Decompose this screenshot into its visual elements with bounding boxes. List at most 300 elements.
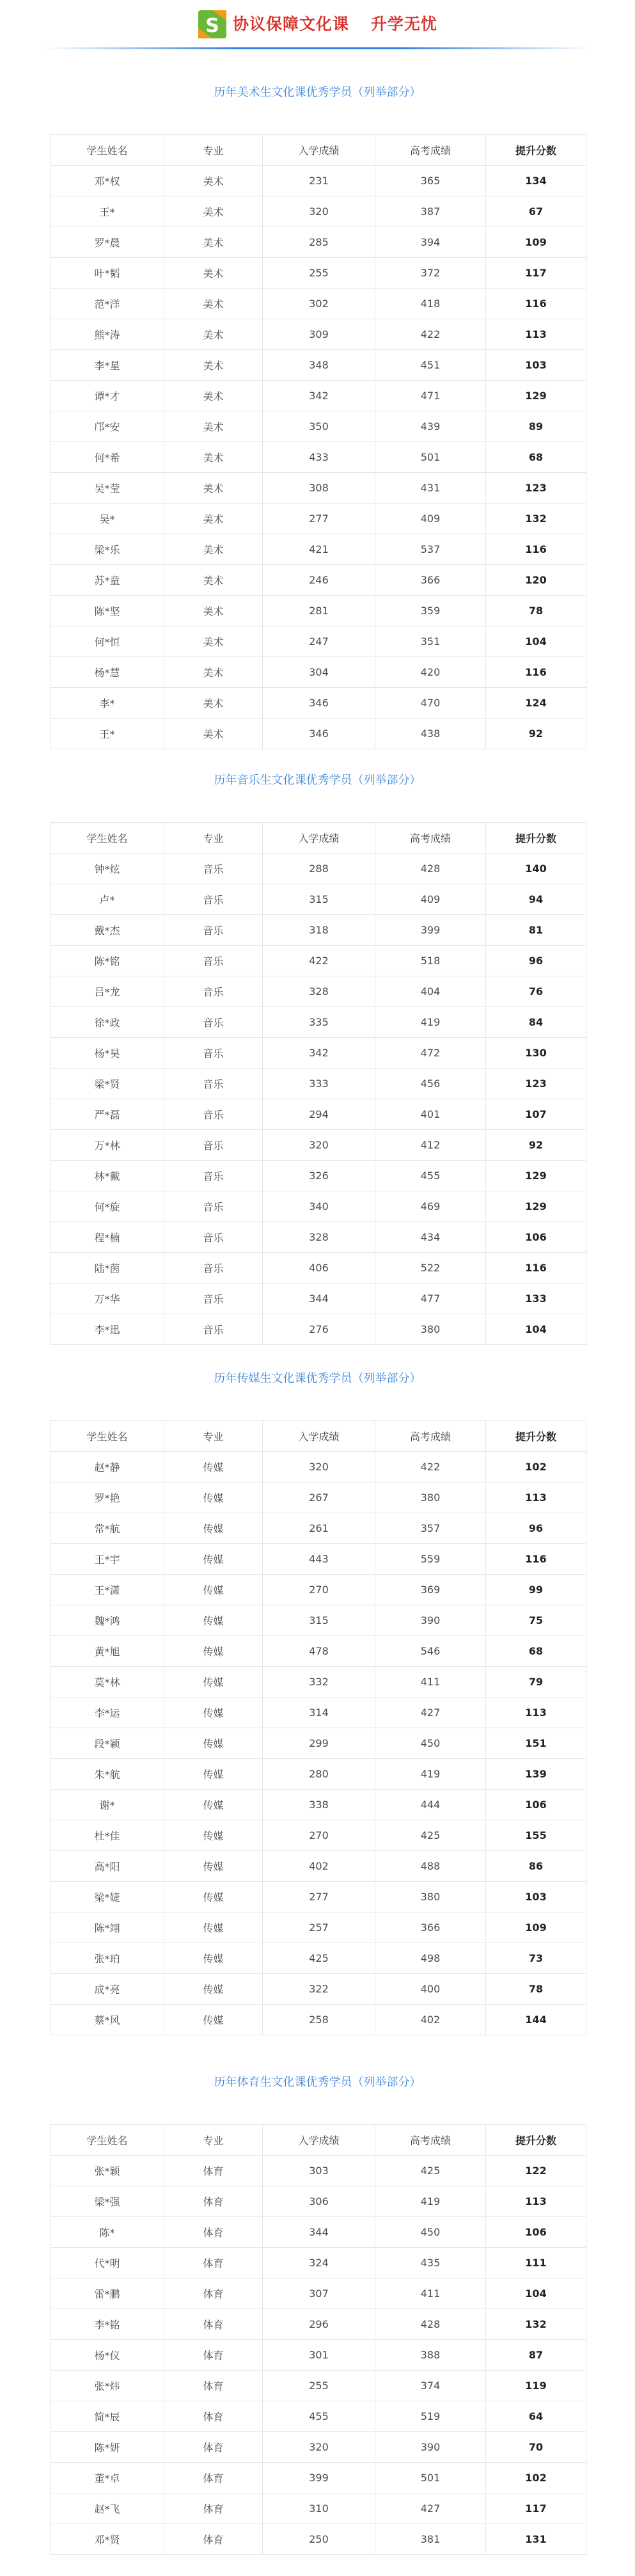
table-row [51,946,586,976]
major-cell: 美术 [164,504,263,534]
col-header-gain: 提升分数 [486,2125,586,2156]
major-cell: 传媒 [164,1636,263,1667]
col-header-major: 专业 [164,1421,263,1452]
exam-score-cell: 404 [375,976,486,1007]
score-table [50,134,586,749]
entry-score-cell: 422 [263,946,375,976]
major-cell: 音乐 [164,1007,263,1038]
table-row [51,227,586,258]
entry-score-cell: 294 [263,1099,375,1130]
entry-score-cell: 344 [263,2217,375,2248]
score-gain-cell: 116 [486,1253,586,1284]
exam-score-cell: 369 [375,1575,486,1605]
student-name-cell: 蔡*风 [51,2005,164,2035]
entry-score-cell: 346 [263,688,375,719]
major-cell: 音乐 [164,915,263,946]
major-cell: 体育 [164,2186,263,2217]
exam-score-cell: 380 [375,1882,486,1912]
exam-score-cell: 422 [375,1452,486,1483]
table-row [51,565,586,596]
student-name-cell: 邓*权 [51,166,164,196]
table-body [51,166,586,749]
score-gain-cell: 104 [486,2278,586,2309]
major-cell: 美术 [164,657,263,688]
exam-score-cell: 444 [375,1790,486,1820]
table-row [51,2463,586,2493]
score-gain-cell: 140 [486,854,586,884]
student-name-cell: 吴*莹 [51,473,164,504]
score-gain-cell: 104 [486,1314,586,1345]
entry-score-cell: 299 [263,1728,375,1759]
student-name-cell: 雷*鹏 [51,2278,164,2309]
score-gain-cell: 111 [486,2248,586,2278]
major-cell: 音乐 [164,1130,263,1161]
exam-score-cell: 435 [375,2248,486,2278]
col-header-name: 学生姓名 [51,823,164,854]
section-title: 历年音乐生文化课优秀学员（列举部分） [214,774,421,787]
table-row [51,596,586,626]
exam-score-cell: 425 [375,2156,486,2186]
major-cell: 美术 [164,319,263,350]
entry-score-cell: 285 [263,227,375,258]
entry-score-cell: 406 [263,1253,375,1284]
exam-score-cell: 357 [375,1513,486,1544]
major-cell: 传媒 [164,1728,263,1759]
col-header-gain: 提升分数 [486,1421,586,1452]
major-cell: 传媒 [164,1851,263,1882]
major-cell: 美术 [164,565,263,596]
table-row [51,166,586,196]
col-header-exam-score: 高考成绩 [375,135,486,166]
major-cell: 美术 [164,626,263,657]
score-gain-cell: 129 [486,1161,586,1191]
table-row [51,2186,586,2217]
major-cell: 体育 [164,2309,263,2340]
major-cell: 音乐 [164,854,263,884]
entry-score-cell: 231 [263,166,375,196]
major-cell: 音乐 [164,1069,263,1099]
score-gain-cell: 133 [486,1284,586,1314]
entry-score-cell: 258 [263,2005,375,2035]
table-row [51,1284,586,1314]
section-title: 历年传媒生文化课优秀学员（列举部分） [214,1372,421,1385]
score-gain-cell: 129 [486,381,586,411]
col-header-gain: 提升分数 [486,823,586,854]
entry-score-cell: 328 [263,1222,375,1253]
score-gain-cell: 113 [486,319,586,350]
exam-score-cell: 387 [375,196,486,227]
entry-score-cell: 255 [263,258,375,289]
score-gain-cell: 132 [486,2309,586,2340]
student-name-cell: 李*运 [51,1697,164,1728]
major-cell: 体育 [164,2217,263,2248]
entry-score-cell: 399 [263,2463,375,2493]
score-gain-cell: 79 [486,1667,586,1697]
exam-score-cell: 428 [375,2309,486,2340]
col-header-entry-score: 入学成绩 [263,1421,375,1452]
entry-score-cell: 328 [263,976,375,1007]
score-gain-cell: 151 [486,1728,586,1759]
major-cell: 音乐 [164,976,263,1007]
table-row [51,289,586,319]
student-name-cell: 赵*飞 [51,2493,164,2524]
table-row [51,1452,586,1483]
table-row [51,884,586,915]
table-row [51,1759,586,1790]
score-gain-cell: 103 [486,1882,586,1912]
entry-score-cell: 348 [263,350,375,381]
student-name-cell: 程*楠 [51,1222,164,1253]
score-gain-cell: 113 [486,1697,586,1728]
score-gain-cell: 119 [486,2371,586,2401]
col-header-exam-score: 高考成绩 [375,1421,486,1452]
table-row [51,854,586,884]
entry-score-cell: 303 [263,2156,375,2186]
major-cell: 传媒 [164,2005,263,2035]
score-gain-cell: 102 [486,1452,586,1483]
table-row [51,319,586,350]
table-row [51,473,586,504]
exam-score-cell: 477 [375,1284,486,1314]
exam-score-cell: 380 [375,1483,486,1513]
score-gain-cell: 70 [486,2432,586,2463]
entry-score-cell: 306 [263,2186,375,2217]
score-table [50,2124,586,2555]
entry-score-cell: 315 [263,884,375,915]
entry-score-cell: 277 [263,504,375,534]
major-cell: 音乐 [164,1099,263,1130]
exam-score-cell: 455 [375,1161,486,1191]
table-row [51,381,586,411]
exam-score-cell: 419 [375,1759,486,1790]
student-name-cell: 何*恒 [51,626,164,657]
score-gain-cell: 75 [486,1605,586,1636]
major-cell: 音乐 [164,1284,263,1314]
student-name-cell: 梁*贤 [51,1069,164,1099]
entry-score-cell: 332 [263,1667,375,1697]
score-gain-cell: 78 [486,1974,586,2005]
table-row [51,504,586,534]
score-gain-cell: 86 [486,1851,586,1882]
exam-score-cell: 434 [375,1222,486,1253]
table-row [51,976,586,1007]
score-gain-cell: 68 [486,442,586,473]
table-row [51,1513,586,1544]
score-gain-cell: 73 [486,1943,586,1974]
entry-score-cell: 478 [263,1636,375,1667]
score-gain-cell: 92 [486,719,586,749]
entry-score-cell: 261 [263,1513,375,1544]
score-table [50,822,586,1345]
table-row [51,411,586,442]
score-gain-cell: 96 [486,1513,586,1544]
student-name-cell: 王* [51,196,164,227]
major-cell: 音乐 [164,1222,263,1253]
major-cell: 音乐 [164,1253,263,1284]
table-row [51,626,586,657]
student-name-cell: 谭*才 [51,381,164,411]
student-name-cell: 严*磊 [51,1099,164,1130]
exam-score-cell: 450 [375,1728,486,1759]
entry-score-cell: 335 [263,1007,375,1038]
exam-score-cell: 418 [375,289,486,319]
major-cell: 体育 [164,2432,263,2463]
exam-score-cell: 366 [375,1912,486,1943]
exam-score-cell: 381 [375,2524,486,2555]
score-gain-cell: 132 [486,504,586,534]
section-title: 历年体育生文化课优秀学员（列举部分） [214,2076,421,2089]
score-gain-cell: 104 [486,626,586,657]
entry-score-cell: 455 [263,2401,375,2432]
student-name-cell: 陈*铭 [51,946,164,976]
exam-score-cell: 450 [375,2217,486,2248]
score-gain-cell: 76 [486,976,586,1007]
exam-score-cell: 401 [375,1099,486,1130]
entry-score-cell: 276 [263,1314,375,1345]
entry-score-cell: 421 [263,534,375,565]
entry-score-cell: 402 [263,1851,375,1882]
table-row [51,196,586,227]
major-cell: 美术 [164,196,263,227]
student-name-cell: 李* [51,688,164,719]
exam-score-cell: 501 [375,442,486,473]
table-row [51,1130,586,1161]
exam-score-cell: 428 [375,854,486,884]
score-gain-cell: 106 [486,1790,586,1820]
major-cell: 体育 [164,2340,263,2371]
entry-score-cell: 267 [263,1483,375,1513]
exam-score-cell: 422 [375,319,486,350]
table-row [51,2524,586,2555]
major-cell: 美术 [164,258,263,289]
major-cell: 体育 [164,2371,263,2401]
entry-score-cell: 315 [263,1605,375,1636]
table-row [51,1222,586,1253]
score-gain-cell: 123 [486,1069,586,1099]
table-row [51,2278,586,2309]
exam-score-cell: 519 [375,2401,486,2432]
major-cell: 传媒 [164,1943,263,1974]
student-name-cell: 杨*慧 [51,657,164,688]
exam-score-cell: 380 [375,1314,486,1345]
student-name-cell: 梁*婕 [51,1882,164,1912]
entry-score-cell: 320 [263,196,375,227]
exam-score-cell: 420 [375,657,486,688]
major-cell: 美术 [164,442,263,473]
student-name-cell: 邝*安 [51,411,164,442]
student-name-cell: 董*卓 [51,2463,164,2493]
exam-score-cell: 412 [375,1130,486,1161]
major-cell: 体育 [164,2156,263,2186]
table-header-row [51,2125,586,2156]
score-table [50,1420,586,2035]
student-name-cell: 陈*翊 [51,1912,164,1943]
exam-score-cell: 402 [375,2005,486,2035]
score-gain-cell: 107 [486,1099,586,1130]
table-row [51,719,586,749]
major-cell: 美术 [164,473,263,504]
table-body [51,854,586,1345]
entry-score-cell: 255 [263,2371,375,2401]
major-cell: 音乐 [164,946,263,976]
exam-score-cell: 400 [375,1974,486,2005]
student-name-cell: 莫*林 [51,1667,164,1697]
student-name-cell: 陈*坚 [51,596,164,626]
score-gain-cell: 106 [486,1222,586,1253]
score-gain-cell: 123 [486,473,586,504]
major-cell: 美术 [164,719,263,749]
entry-score-cell: 304 [263,657,375,688]
score-gain-cell: 117 [486,258,586,289]
col-header-major: 专业 [164,2125,263,2156]
entry-score-cell: 270 [263,1575,375,1605]
score-gain-cell: 113 [486,1483,586,1513]
student-name-cell: 魏*鸿 [51,1605,164,1636]
score-gain-cell: 120 [486,565,586,596]
student-name-cell: 梁*乐 [51,534,164,565]
table-row [51,2005,586,2035]
table-row [51,1851,586,1882]
exam-score-cell: 537 [375,534,486,565]
student-name-cell: 常*航 [51,1513,164,1544]
table-body [51,1452,586,2035]
score-gain-cell: 134 [486,166,586,196]
exam-score-cell: 390 [375,1605,486,1636]
exam-score-cell: 427 [375,2493,486,2524]
slogan-primary: 协议保障文化课 [233,15,350,33]
student-name-cell: 万*华 [51,1284,164,1314]
score-gain-cell: 78 [486,596,586,626]
score-gain-cell: 116 [486,1544,586,1575]
student-name-cell: 高*阳 [51,1851,164,1882]
score-gain-cell: 130 [486,1038,586,1069]
table-row [51,1943,586,1974]
entry-score-cell: 324 [263,2248,375,2278]
exam-score-cell: 425 [375,1820,486,1851]
student-name-cell: 万*林 [51,1130,164,1161]
student-name-cell: 罗*晨 [51,227,164,258]
col-header-entry-score: 入学成绩 [263,135,375,166]
exam-score-cell: 456 [375,1069,486,1099]
table-row [51,1974,586,2005]
entry-score-cell: 318 [263,915,375,946]
student-name-cell: 卢* [51,884,164,915]
table-row [51,1483,586,1513]
table-row [51,1697,586,1728]
entry-score-cell: 288 [263,854,375,884]
table-row [51,1099,586,1130]
exam-score-cell: 365 [375,166,486,196]
table-row [51,1069,586,1099]
major-cell: 传媒 [164,1575,263,1605]
score-gain-cell: 94 [486,884,586,915]
table-row [51,258,586,289]
table-header-row [51,135,586,166]
table-body [51,2156,586,2555]
student-name-cell: 何*希 [51,442,164,473]
col-header-major: 专业 [164,823,263,854]
score-gain-cell: 155 [486,1820,586,1851]
page-header [0,0,635,50]
exam-score-cell: 366 [375,565,486,596]
table-header-row [51,823,586,854]
logo-letter: S [205,15,219,37]
table-row [51,1882,586,1912]
entry-score-cell: 342 [263,381,375,411]
table-row [51,657,586,688]
score-gain-cell: 124 [486,688,586,719]
student-name-cell: 简*辰 [51,2401,164,2432]
student-name-cell: 林*戴 [51,1161,164,1191]
exam-score-cell: 390 [375,2432,486,2463]
score-gain-cell: 116 [486,534,586,565]
score-gain-cell: 144 [486,2005,586,2035]
student-name-cell: 叶*韬 [51,258,164,289]
major-cell: 体育 [164,2463,263,2493]
table-row [51,1314,586,1345]
major-cell: 美术 [164,596,263,626]
score-gain-cell: 116 [486,657,586,688]
table-row [51,2493,586,2524]
exam-score-cell: 399 [375,915,486,946]
student-name-cell: 吕*龙 [51,976,164,1007]
score-gain-cell: 139 [486,1759,586,1790]
table-row [51,1605,586,1636]
student-name-cell: 谢* [51,1790,164,1820]
entry-score-cell: 320 [263,1452,375,1483]
exam-score-cell: 409 [375,884,486,915]
table-row [51,1253,586,1284]
major-cell: 传媒 [164,1513,263,1544]
exam-score-cell: 419 [375,2186,486,2217]
student-name-cell: 陈* [51,2217,164,2248]
table-row [51,1820,586,1851]
major-cell: 传媒 [164,1912,263,1943]
student-name-cell: 梁*强 [51,2186,164,2217]
table-row [51,915,586,946]
major-cell: 美术 [164,350,263,381]
student-name-cell: 张*炜 [51,2371,164,2401]
entry-score-cell: 281 [263,596,375,626]
student-name-cell: 苏*童 [51,565,164,596]
exam-score-cell: 394 [375,227,486,258]
student-name-cell: 李*铭 [51,2309,164,2340]
table-row [51,2156,586,2186]
exam-score-cell: 359 [375,596,486,626]
entry-score-cell: 308 [263,473,375,504]
student-name-cell: 张*珀 [51,1943,164,1974]
major-cell: 传媒 [164,1759,263,1790]
major-cell: 音乐 [164,1191,263,1222]
entry-score-cell: 425 [263,1943,375,1974]
exam-score-cell: 501 [375,2463,486,2493]
entry-score-cell: 344 [263,1284,375,1314]
student-name-cell: 李*星 [51,350,164,381]
exam-score-cell: 372 [375,258,486,289]
student-name-cell: 何*旋 [51,1191,164,1222]
table-row [51,534,586,565]
student-name-cell: 李*迅 [51,1314,164,1345]
exam-score-cell: 419 [375,1007,486,1038]
score-gain-cell: 68 [486,1636,586,1667]
header-slogan [233,12,437,35]
student-name-cell: 杨*昊 [51,1038,164,1069]
table-row [51,2401,586,2432]
entry-score-cell: 280 [263,1759,375,1790]
score-gain-cell: 102 [486,2463,586,2493]
table-header-row [51,1421,586,1452]
table-row [51,350,586,381]
